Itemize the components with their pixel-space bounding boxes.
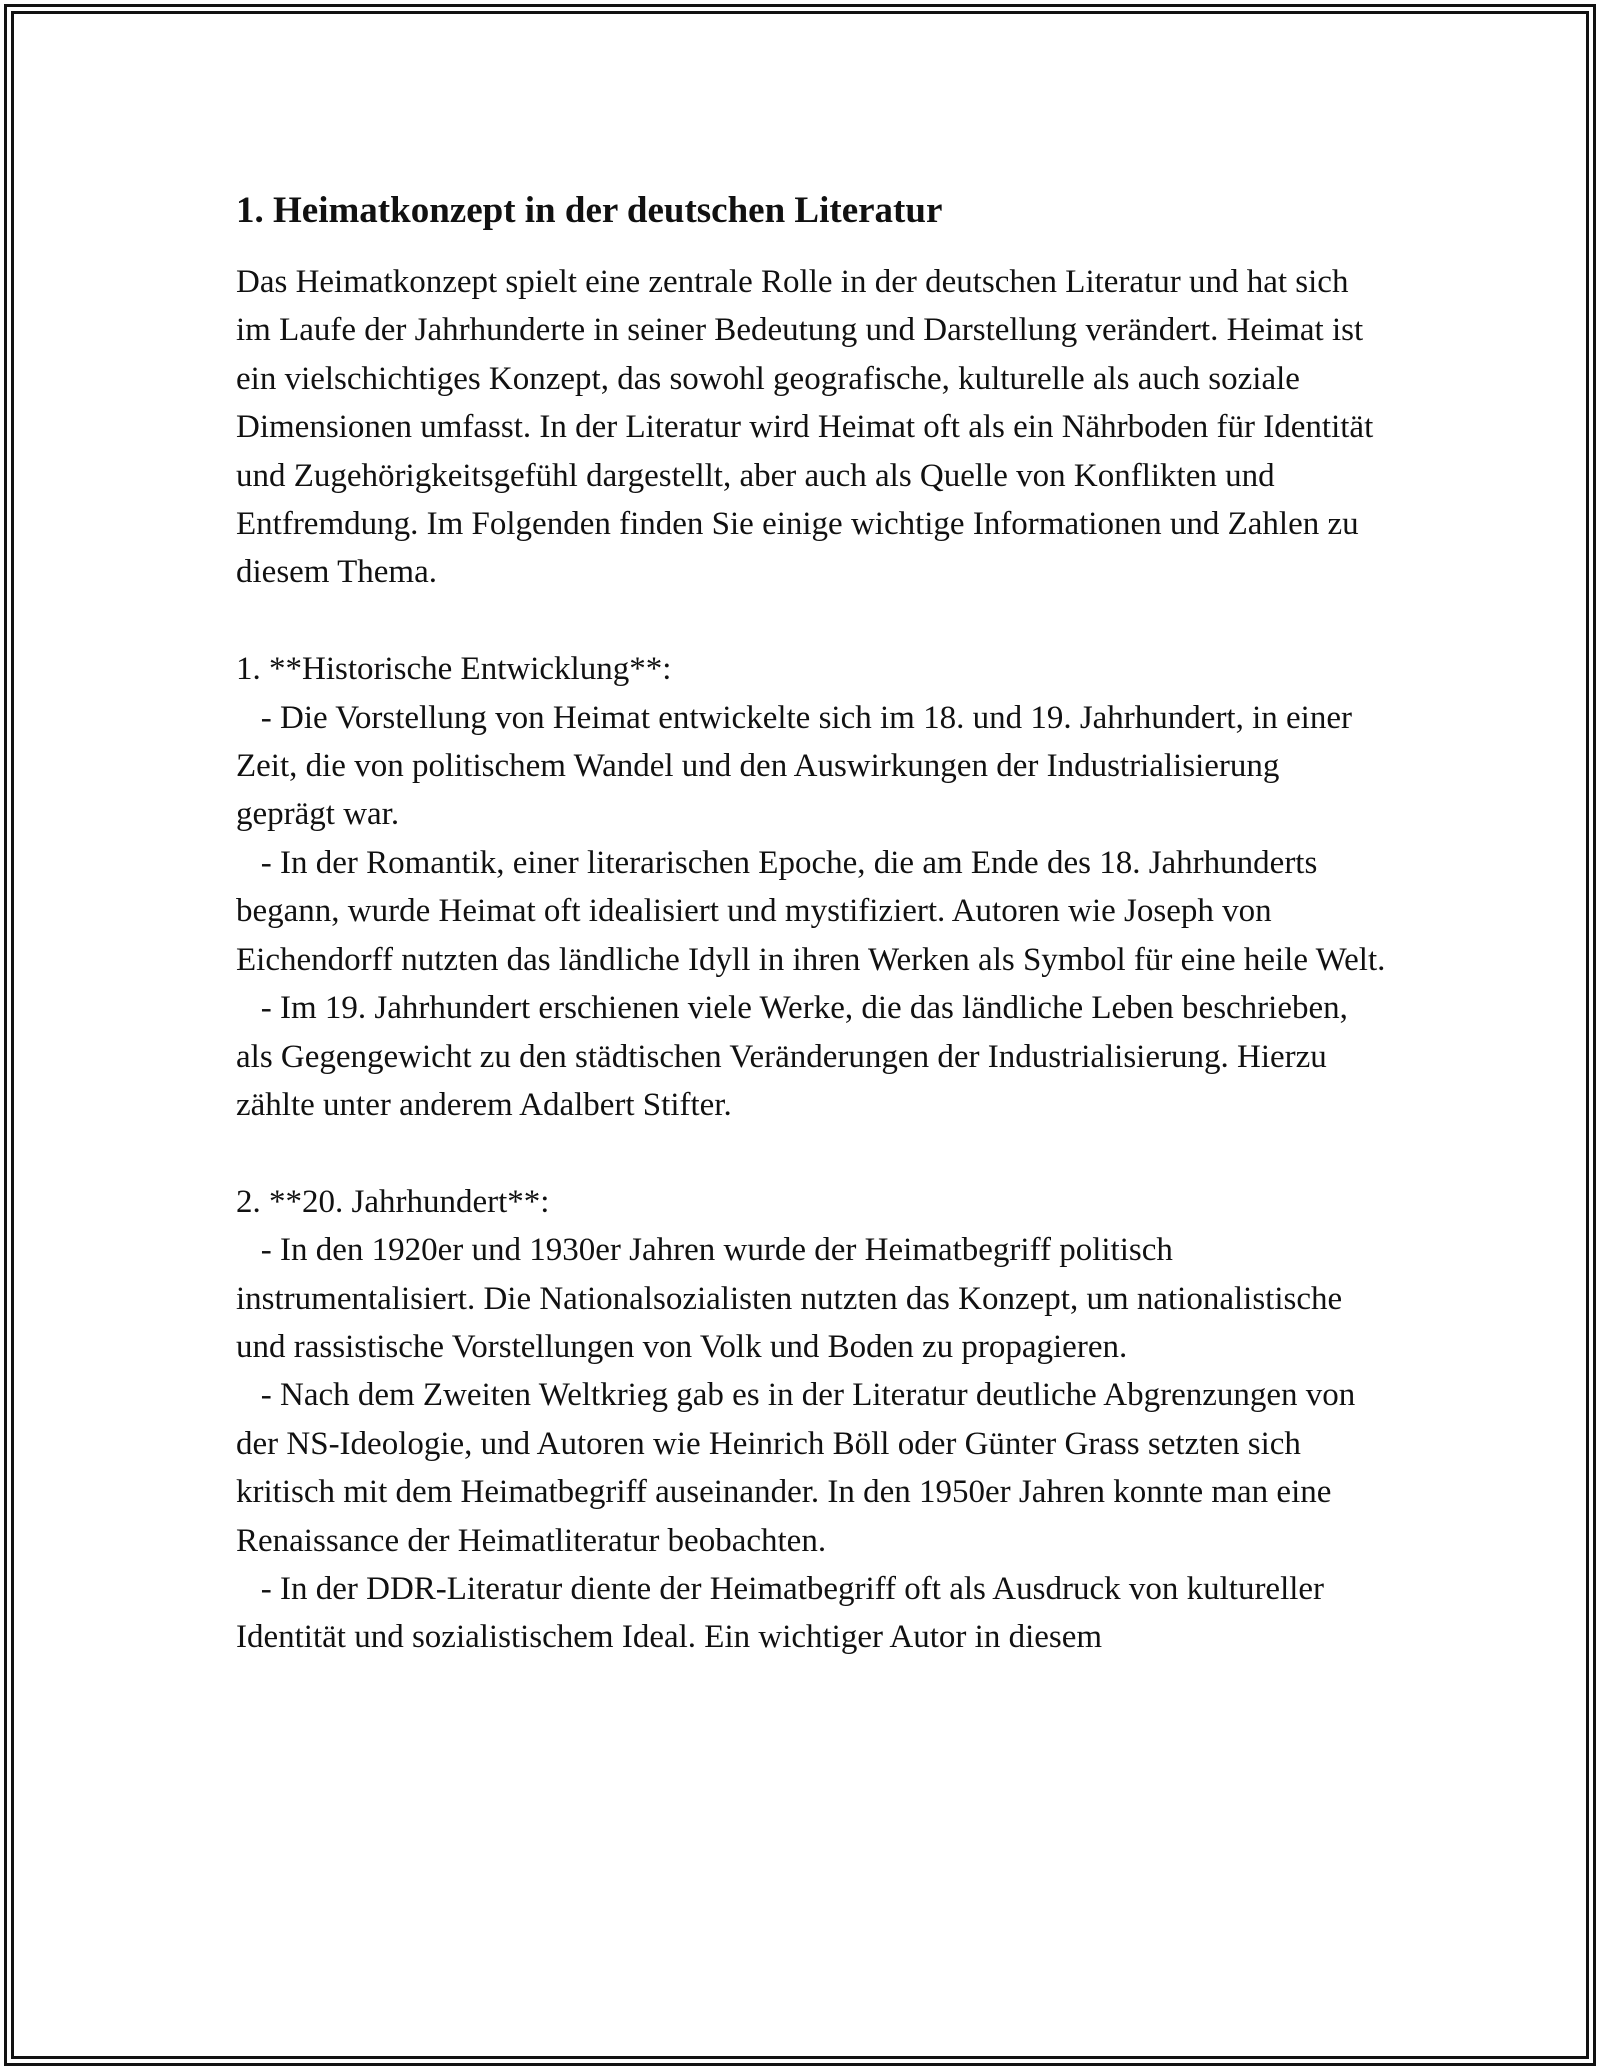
document-heading: 1. Heimatkonzept in der deutschen Literatur [236, 190, 943, 231]
document-content [236, 186, 1386, 1662]
document-body-text: Das Heimatkonzept spielt eine zentrale Rolle in der deutschen Literatur und hat sich im Laufe der Jahrhunderte in seiner Bedeutung und Darstellung verändert. Heimat ist ein vielschichtiges Konzept, das sowohl geografische, kulturelle als auch soziale Dimensionen umfasst. In der Literatur wird Heimat oft als ein Nährboden für Identität und Zugehörigkeitsgefühl dargestellt, aber auch als Quelle von Konflikten und Entfremdung. Im Folgenden finden Sie einige wichtige Informationen und Zahlen zu diesem Thema. 1. **Historische Entwicklung**: - Die Vorstellung von Heimat entwickelte sich im 18. und 19. Jahrhundert, in einer Zeit, die von politischem Wandel und den Auswirkungen der Industrialisierung geprägt war. - In der Romantik, einer literarischen Epoche, die am Ende des 18. Jahrhunderts begann, wurde Heimat oft idealisiert und mystifiziert. Autoren wie Joseph von Eichendorff nutzten das ländliche Idyll in ihren Werken als Symbol für eine heile Welt. - Im 19. Jahrhundert erschienen viele Werke, die das ländliche Leben beschrieben, als Gegengewicht zu den städtischen Veränderungen der Industrialisierung. Hierzu zählte unter anderem Adalbert Stifter. 2. **20. Jahrhundert**: - In den 1920er und 1930er Jahren wurde der Heimatbegriff politisch instrumentalisiert. Die Nationalsozialisten nutzten das Konzept, um nationalistische und rassistische Vorstellungen von Volk und Boden zu propagieren. - Nach dem Zweiten Weltkrieg gab es in der Literatur deutliche Abgrenzungen von der NS-Ideologie, und Autoren wie Heinrich Böll oder Günter Grass setzten sich kritisch mit dem Heimatbegriff auseinander. In den 1950er Jahren konnte man eine Renaissance der Heimatliteratur beobachten. - In der DDR-Literatur diente der Heimatbegriff oft als Ausdruck von kultureller Identität und sozialistischem Ideal. Ein wichtiger Autor in diesem [236, 264, 1386, 1656]
